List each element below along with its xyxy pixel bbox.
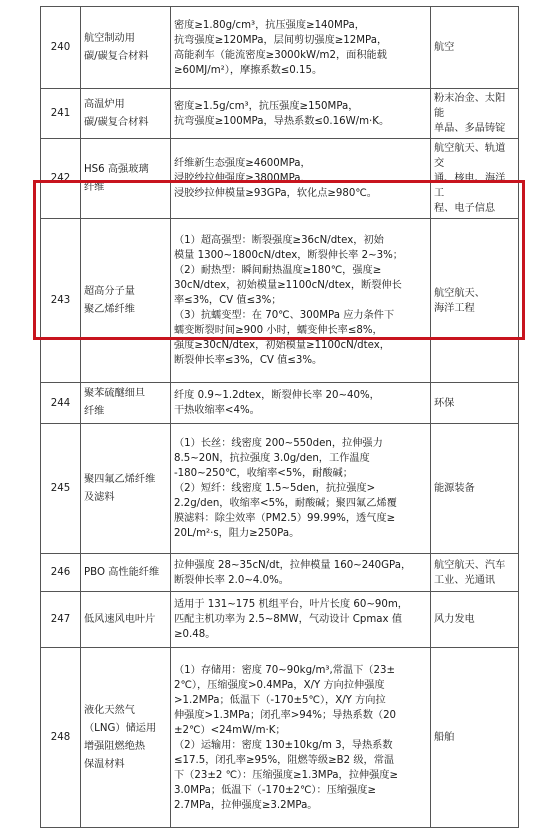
material-name: 液化天然气 （LNG）储运用 增强阻燃绝热 保温材料 (81, 648, 171, 828)
material-spec: 纤维新生态强度≥4600MPa， 浸胶纱拉伸强度≥3800MPa， 浸胶纱拉伸模量≥93GPa，软化点≥980℃。 (171, 139, 431, 219)
row-number: 244 (41, 383, 81, 424)
material-spec: （1）存储用：密度 70~90kg/m³,常温下（23± 2℃），压缩强度>0.4MPa，X/Y 方向拉伸强度 >1.2MPa；低温下（-170±5℃），X/Y 方向拉 伸强度>1.3MPa；闭孔率>94%；导热系数（20 ±2℃）<24mW/m·K； （2）运输用：密度 130±10kg/m 3，导热系数 ≤17.5，闭孔率≥95%，阻燃等级≥B2 级，常温 下（23±2 ℃）：压缩强度≥1.3MPa，拉伸强度≥ 3.0MPa；低温下（-170±2℃）：压缩强度≥ 2.7MPa，拉伸强度≥3.2MPa。 (171, 648, 431, 828)
application-field: 风力发电 (431, 592, 519, 648)
row-number: 245 (41, 424, 81, 554)
material-name: 超高分子量 聚乙烯纤维 (81, 219, 171, 383)
table-row (41, 89, 519, 139)
application-field: 船舶 (431, 648, 519, 828)
row-number: 246 (41, 554, 81, 592)
table-row (41, 139, 519, 219)
row-number: 240 (41, 7, 81, 89)
row-number: 247 (41, 592, 81, 648)
application-field: 环保 (431, 383, 519, 424)
material-spec: 拉伸强度 28~35cN/dt，拉伸模量 160~240GPa， 断裂伸长率 2.0~4.0%。 (171, 554, 431, 592)
material-name: 低风速风电叶片 (81, 592, 171, 648)
material-spec: 适用于 131~175 机组平台，叶片长度 60~90m， 匹配主机功率为 2.5~8MW，气动设计 Cpmax 值 ≥0.48。 (171, 592, 431, 648)
row-number: 243 (41, 219, 81, 383)
row-number: 241 (41, 89, 81, 139)
material-name: PBO 高性能纤维 (81, 554, 171, 592)
material-spec: 纤度 0.9~1.2dtex，断裂伸长率 20~40%， 干热收缩率<4%。 (171, 383, 431, 424)
material-name: 高温炉用 碳/碳复合材料 (81, 89, 171, 139)
material-name: HS6 高强玻璃 纤维 (81, 139, 171, 219)
application-field: 航空航天、汽车 工业、光通讯 (431, 554, 519, 592)
application-field: 航空航天、 海洋工程 (431, 219, 519, 383)
table-row (41, 424, 519, 554)
row-number: 248 (41, 648, 81, 828)
application-field: 粉末冶金、太阳能 单晶、多晶铸锭 (431, 89, 519, 139)
material-spec: 密度≥1.80g/cm³，抗压强度≥140MPa， 抗弯强度≥120MPa，层间剪切强度≥12MPa， 高能刹车（能流密度≥3000kW/m2，面积能载 ≥60MJ/m²），摩擦系数≤0.15。 (171, 7, 431, 89)
row-number: 242 (41, 139, 81, 219)
table-row (41, 592, 519, 648)
materials-table (40, 6, 519, 828)
material-spec: 密度≥1.5g/cm³，抗压强度≥150MPa， 抗弯强度≥100MPa，导热系数≤0.16W/m·K。 (171, 89, 431, 139)
table-row (41, 219, 519, 383)
table-row (41, 383, 519, 424)
material-spec: （1）超高强型：断裂强度≥36cN/dtex，初始 模量 1300~1800cN/dtex，断裂伸长率 2~3%； （2）耐热型：瞬间耐热温度≥180℃，强度≥ 30cN/dtex，初始模量≥1100cN/dtex，断裂伸长 率≤3%，CV 值≤3%； （3）抗蠕变型：在 70℃、300MPa 应力条件下 蠕变断裂时间≥900 小时，蠕变伸长率≤8%， 强度≥30cN/dtex，初始模量≥1100cN/dtex， 断裂伸长率≤3%，CV 值≤3%。 (171, 219, 431, 383)
material-name: 聚四氟乙烯纤维 及滤料 (81, 424, 171, 554)
application-field: 航空航天、轨道交 通、核电、海洋工 程、电子信息 (431, 139, 519, 219)
application-field: 能源装备 (431, 424, 519, 554)
material-spec: （1）长丝：线密度 200~550den，拉伸强力 8.5~20N，抗拉强度 3.0g/den，工作温度 -180~250℃，收缩率<5%，耐酸碱； （2）短纤：线密度 1.5~5den，抗拉强度> 2.2g/den，收缩率<5%，耐酸碱；聚四氟乙烯覆 膜滤料：除尘效率（PM2.5）99.99%，透气度≥ 20L/m²·s，阻力≥250Pa。 (171, 424, 431, 554)
material-name: 航空制动用 碳/碳复合材料 (81, 7, 171, 89)
table-row (41, 554, 519, 592)
table-row (41, 648, 519, 828)
material-name: 聚苯硫醚细旦 纤维 (81, 383, 171, 424)
application-field: 航空 (431, 7, 519, 89)
table-row (41, 7, 519, 89)
